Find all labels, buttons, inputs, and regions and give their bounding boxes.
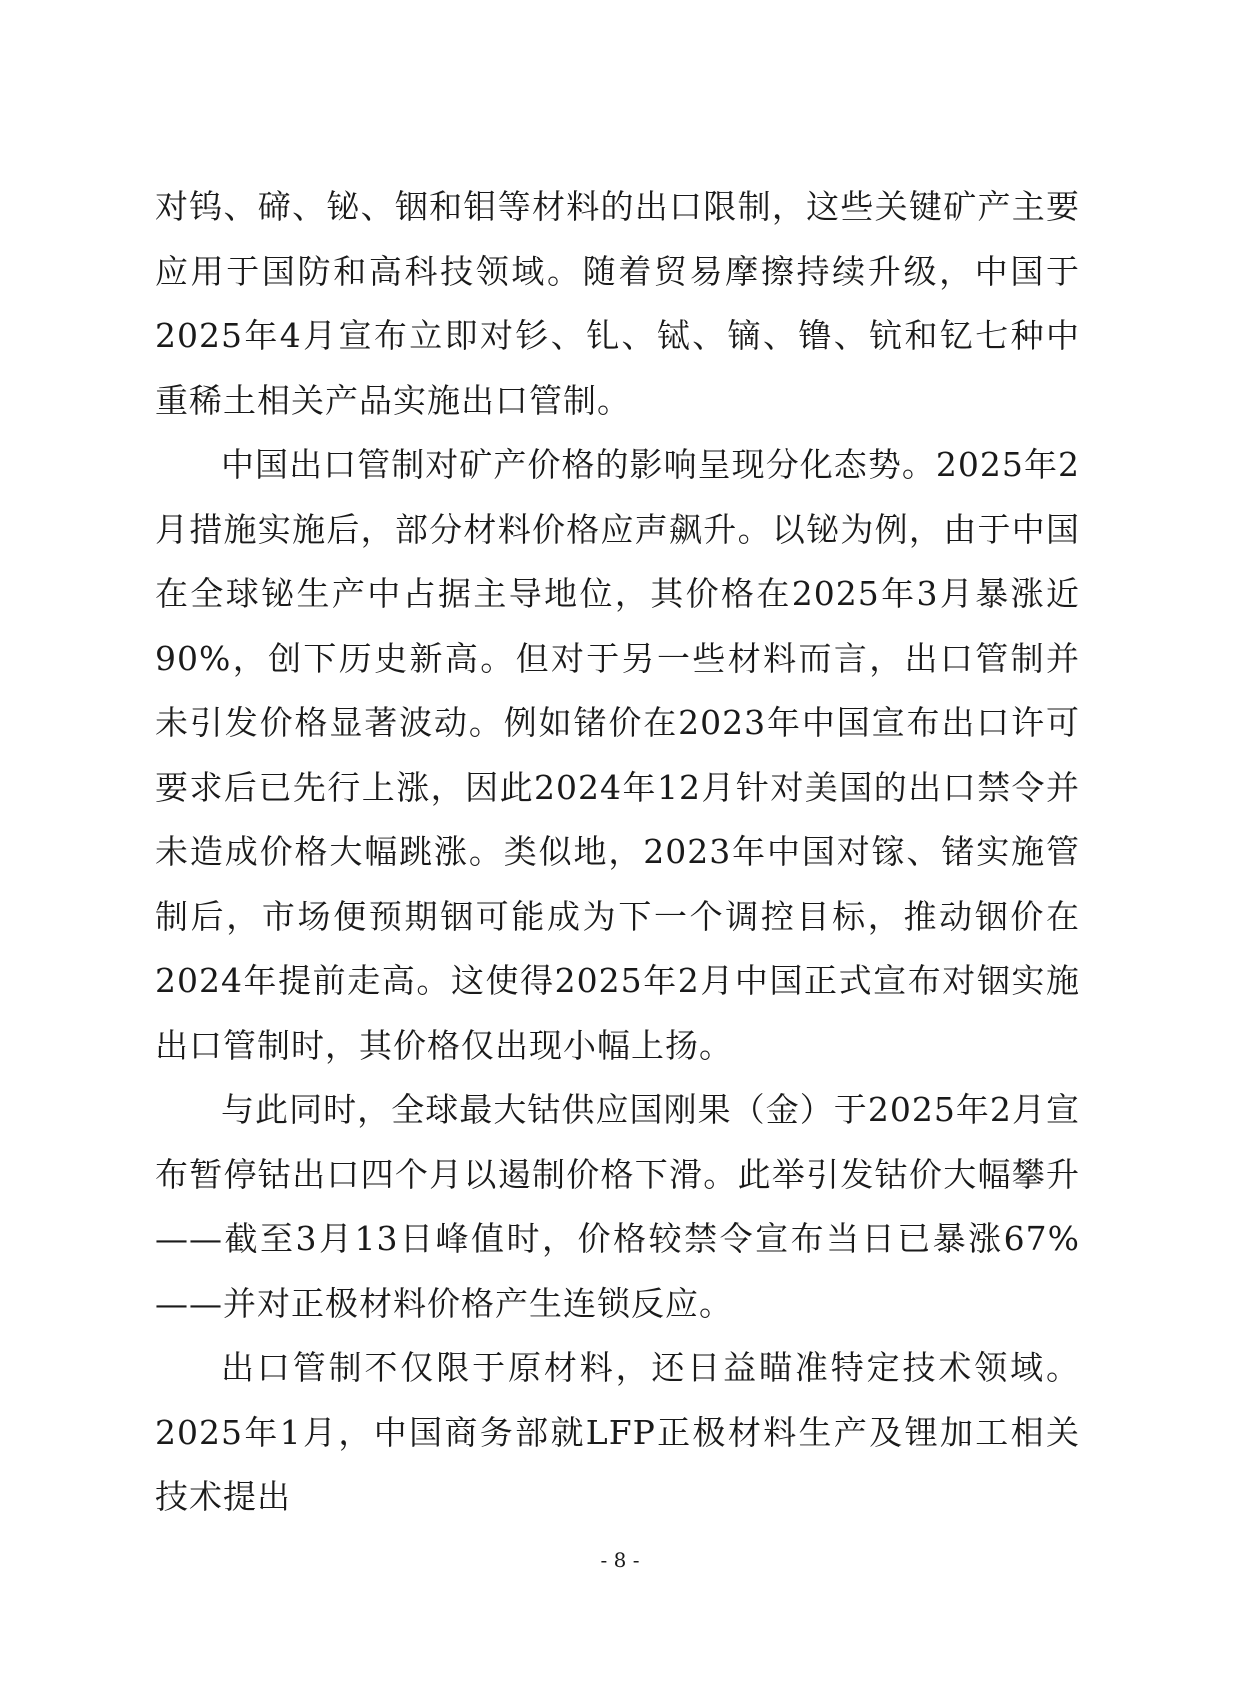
paragraph: 中国出口管制对矿产价格的影响呈现分化态势。2025年2月措施实施后，部分材料价格应声飙升。以铋为例，由于中国在全球铋生产中占据主导地位，其价格在2025年3月暴涨近90%，创下历史新高。但对于另一些材料而言，出口管制并未引发价格显著波动。例如锗价在2023年中国宣布出口许可要求后已先行上涨，因此2024年12月针对美国的出口禁令并未造成价格大幅跳涨。类似地，2023年中国对镓、锗实施管制后，市场便预期铟可能成为下一个调控目标，推动铟价在2024年提前走高。这使得2025年2月中国正式宣布对铟实施出口管制时，其价格仅出现小幅上扬。 bbox=[155, 445, 1080, 1065]
body-text bbox=[155, 175, 1080, 1530]
page-number: - 8 - bbox=[600, 1548, 640, 1572]
paragraph: 与此同时，全球最大钴供应国刚果（金）于2025年2月宣布暂停钴出口四个月以遏制价格下滑。此举引发钴价大幅攀升——截至3月13日峰值时，价格较禁令宣布当日已暴涨67%——并对正极材料价格产生连锁反应。 bbox=[155, 1090, 1080, 1323]
paragraph-continued: 对钨、碲、铋、铟和钼等材料的出口限制，这些关键矿产主要应用于国防和高科技领域。随着贸易摩擦持续升级，中国于2025年4月宣布立即对钐、钆、铽、镝、镥、钪和钇七种中重稀土相关产品实施出口管制。 bbox=[155, 187, 1080, 420]
paragraph: 出口管制不仅限于原材料，还日益瞄准特定技术领域。2025年1月，中国商务部就LFP正极材料生产及锂加工相关技术提出 bbox=[155, 1348, 1080, 1516]
